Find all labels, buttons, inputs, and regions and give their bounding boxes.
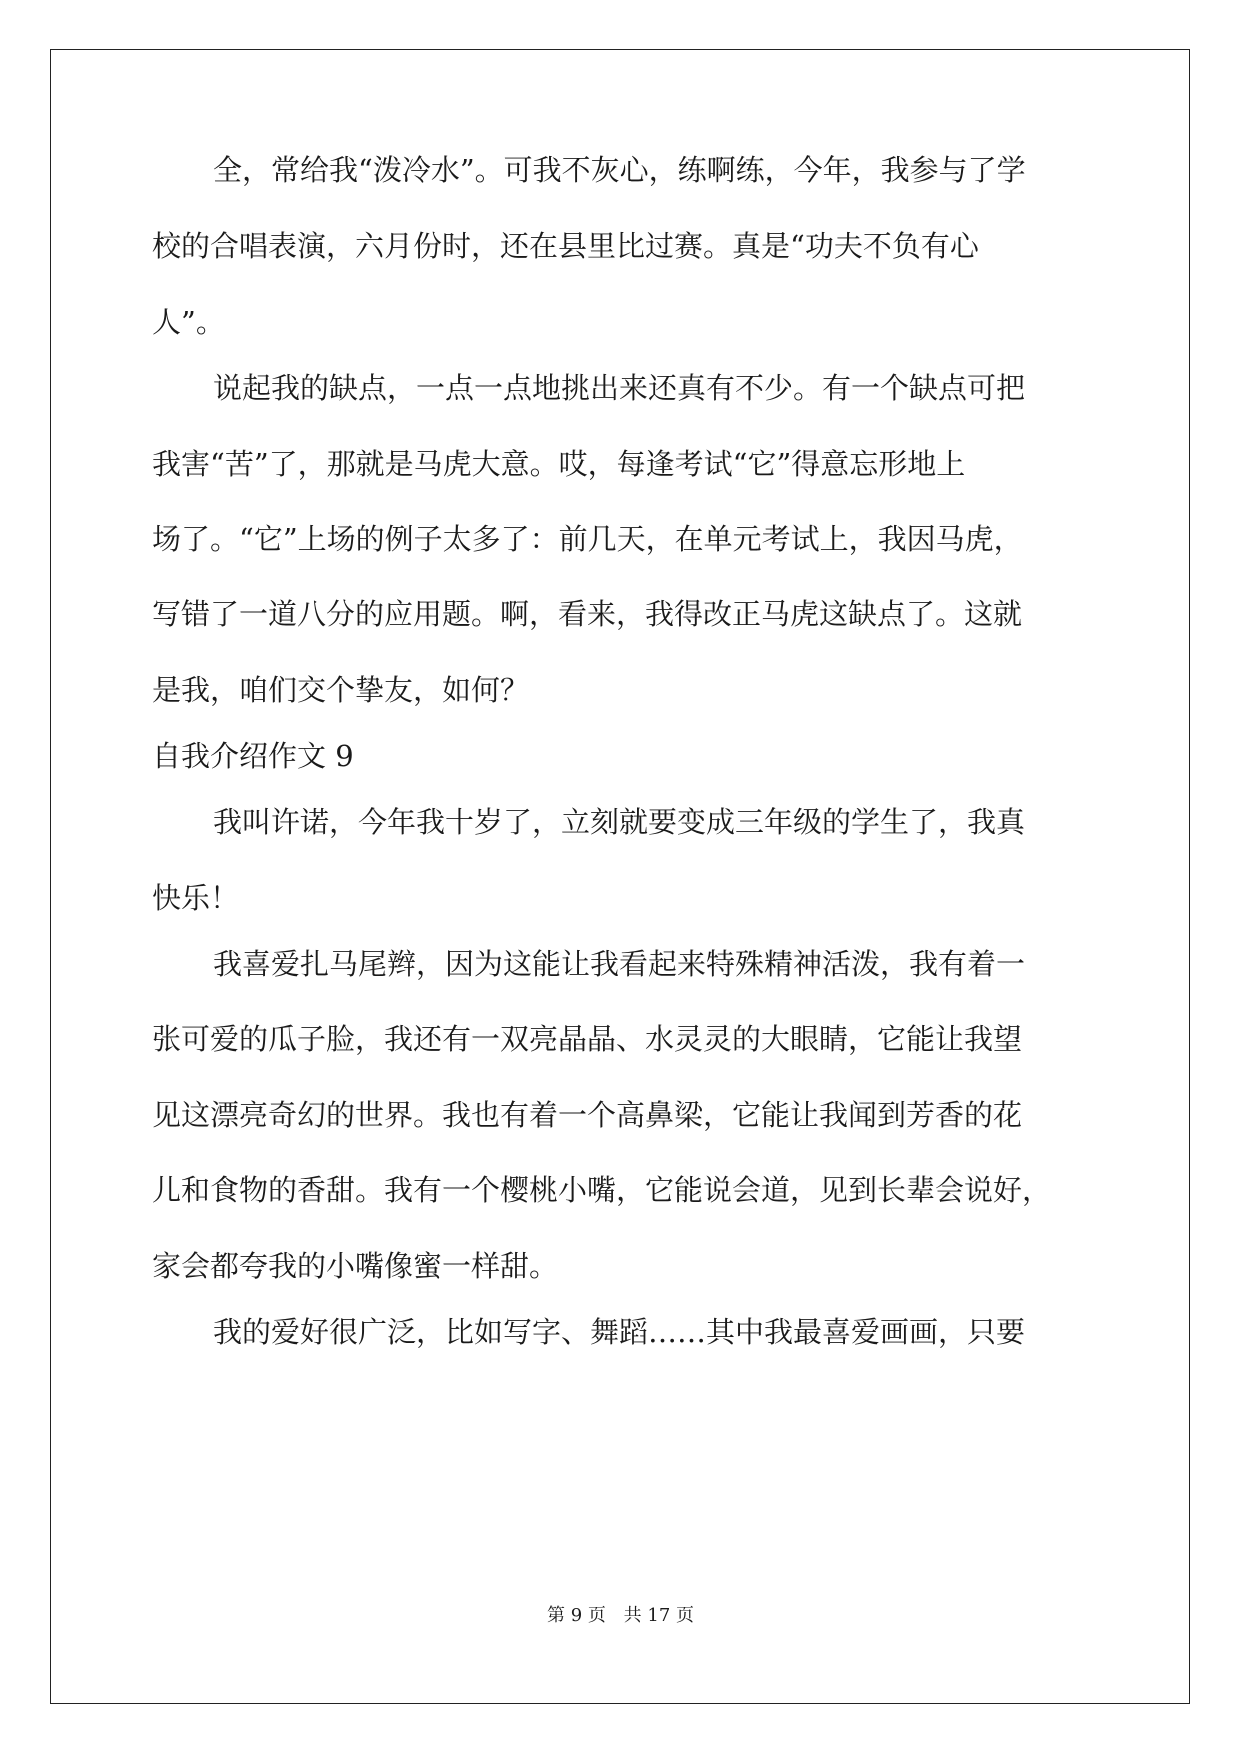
paragraph-line: 见这漂亮奇幻的世界。我也有着一个高鼻梁，它能让我闻到芳香的花 — [152, 1098, 1023, 1132]
page-border — [50, 49, 1190, 1704]
paragraph-line: 写错了一道八分的应用题。啊，看来，我得改正马虎这缺点了。这就 — [152, 597, 1023, 631]
page-footer — [0, 1604, 1241, 1628]
paragraph-line: 我喜爱扎马尾辫，因为这能让我看起来特殊精神活泼，我有着一 — [213, 947, 1026, 981]
paragraph-line: 人”。 — [152, 305, 225, 339]
section-heading: 自我介绍作文 9 — [152, 739, 354, 773]
paragraph-line: 我的爱好很广泛，比如写字、舞蹈……其中我最喜爱画画，只要 — [213, 1315, 1026, 1349]
paragraph-line: 儿和食物的香甜。我有一个樱桃小嘴，它能说会道，见到长辈会说好， — [152, 1173, 1052, 1207]
paragraph-line: 场了。“它”上场的例子太多了：前几天，在单元考试上，我因马虎， — [152, 522, 1023, 556]
paragraph-line: 张可爱的瓜子脸，我还有一双亮晶晶、水灵灵的大眼睛，它能让我望 — [152, 1022, 1023, 1056]
paragraph-line: 是我，咱们交个挚友，如何？ — [152, 673, 530, 707]
paragraph-line: 全，常给我“泼冷水”。可我不灰心，练啊练，今年，我参与了学 — [213, 153, 1026, 187]
paragraph-line: 快乐！ — [152, 881, 240, 915]
page-number: 第 9 页 — [547, 1605, 606, 1626]
paragraph-line: 说起我的缺点，一点一点地挑出来还真有不少。有一个缺点可把 — [213, 371, 1026, 405]
page-total: 共 17 页 — [623, 1605, 694, 1626]
paragraph-line: 家会都夸我的小嘴像蜜一样甜。 — [152, 1249, 559, 1283]
paragraph-line: 校的合唱表演，六月份时，还在县里比过赛。真是“功夫不负有心 — [152, 229, 979, 263]
paragraph-line: 我害“苦”了，那就是马虎大意。哎，每逢考试“它”得意忘形地上 — [152, 447, 966, 481]
paragraph-line: 我叫许诺，今年我十岁了，立刻就要变成三年级的学生了，我真 — [213, 805, 1026, 839]
